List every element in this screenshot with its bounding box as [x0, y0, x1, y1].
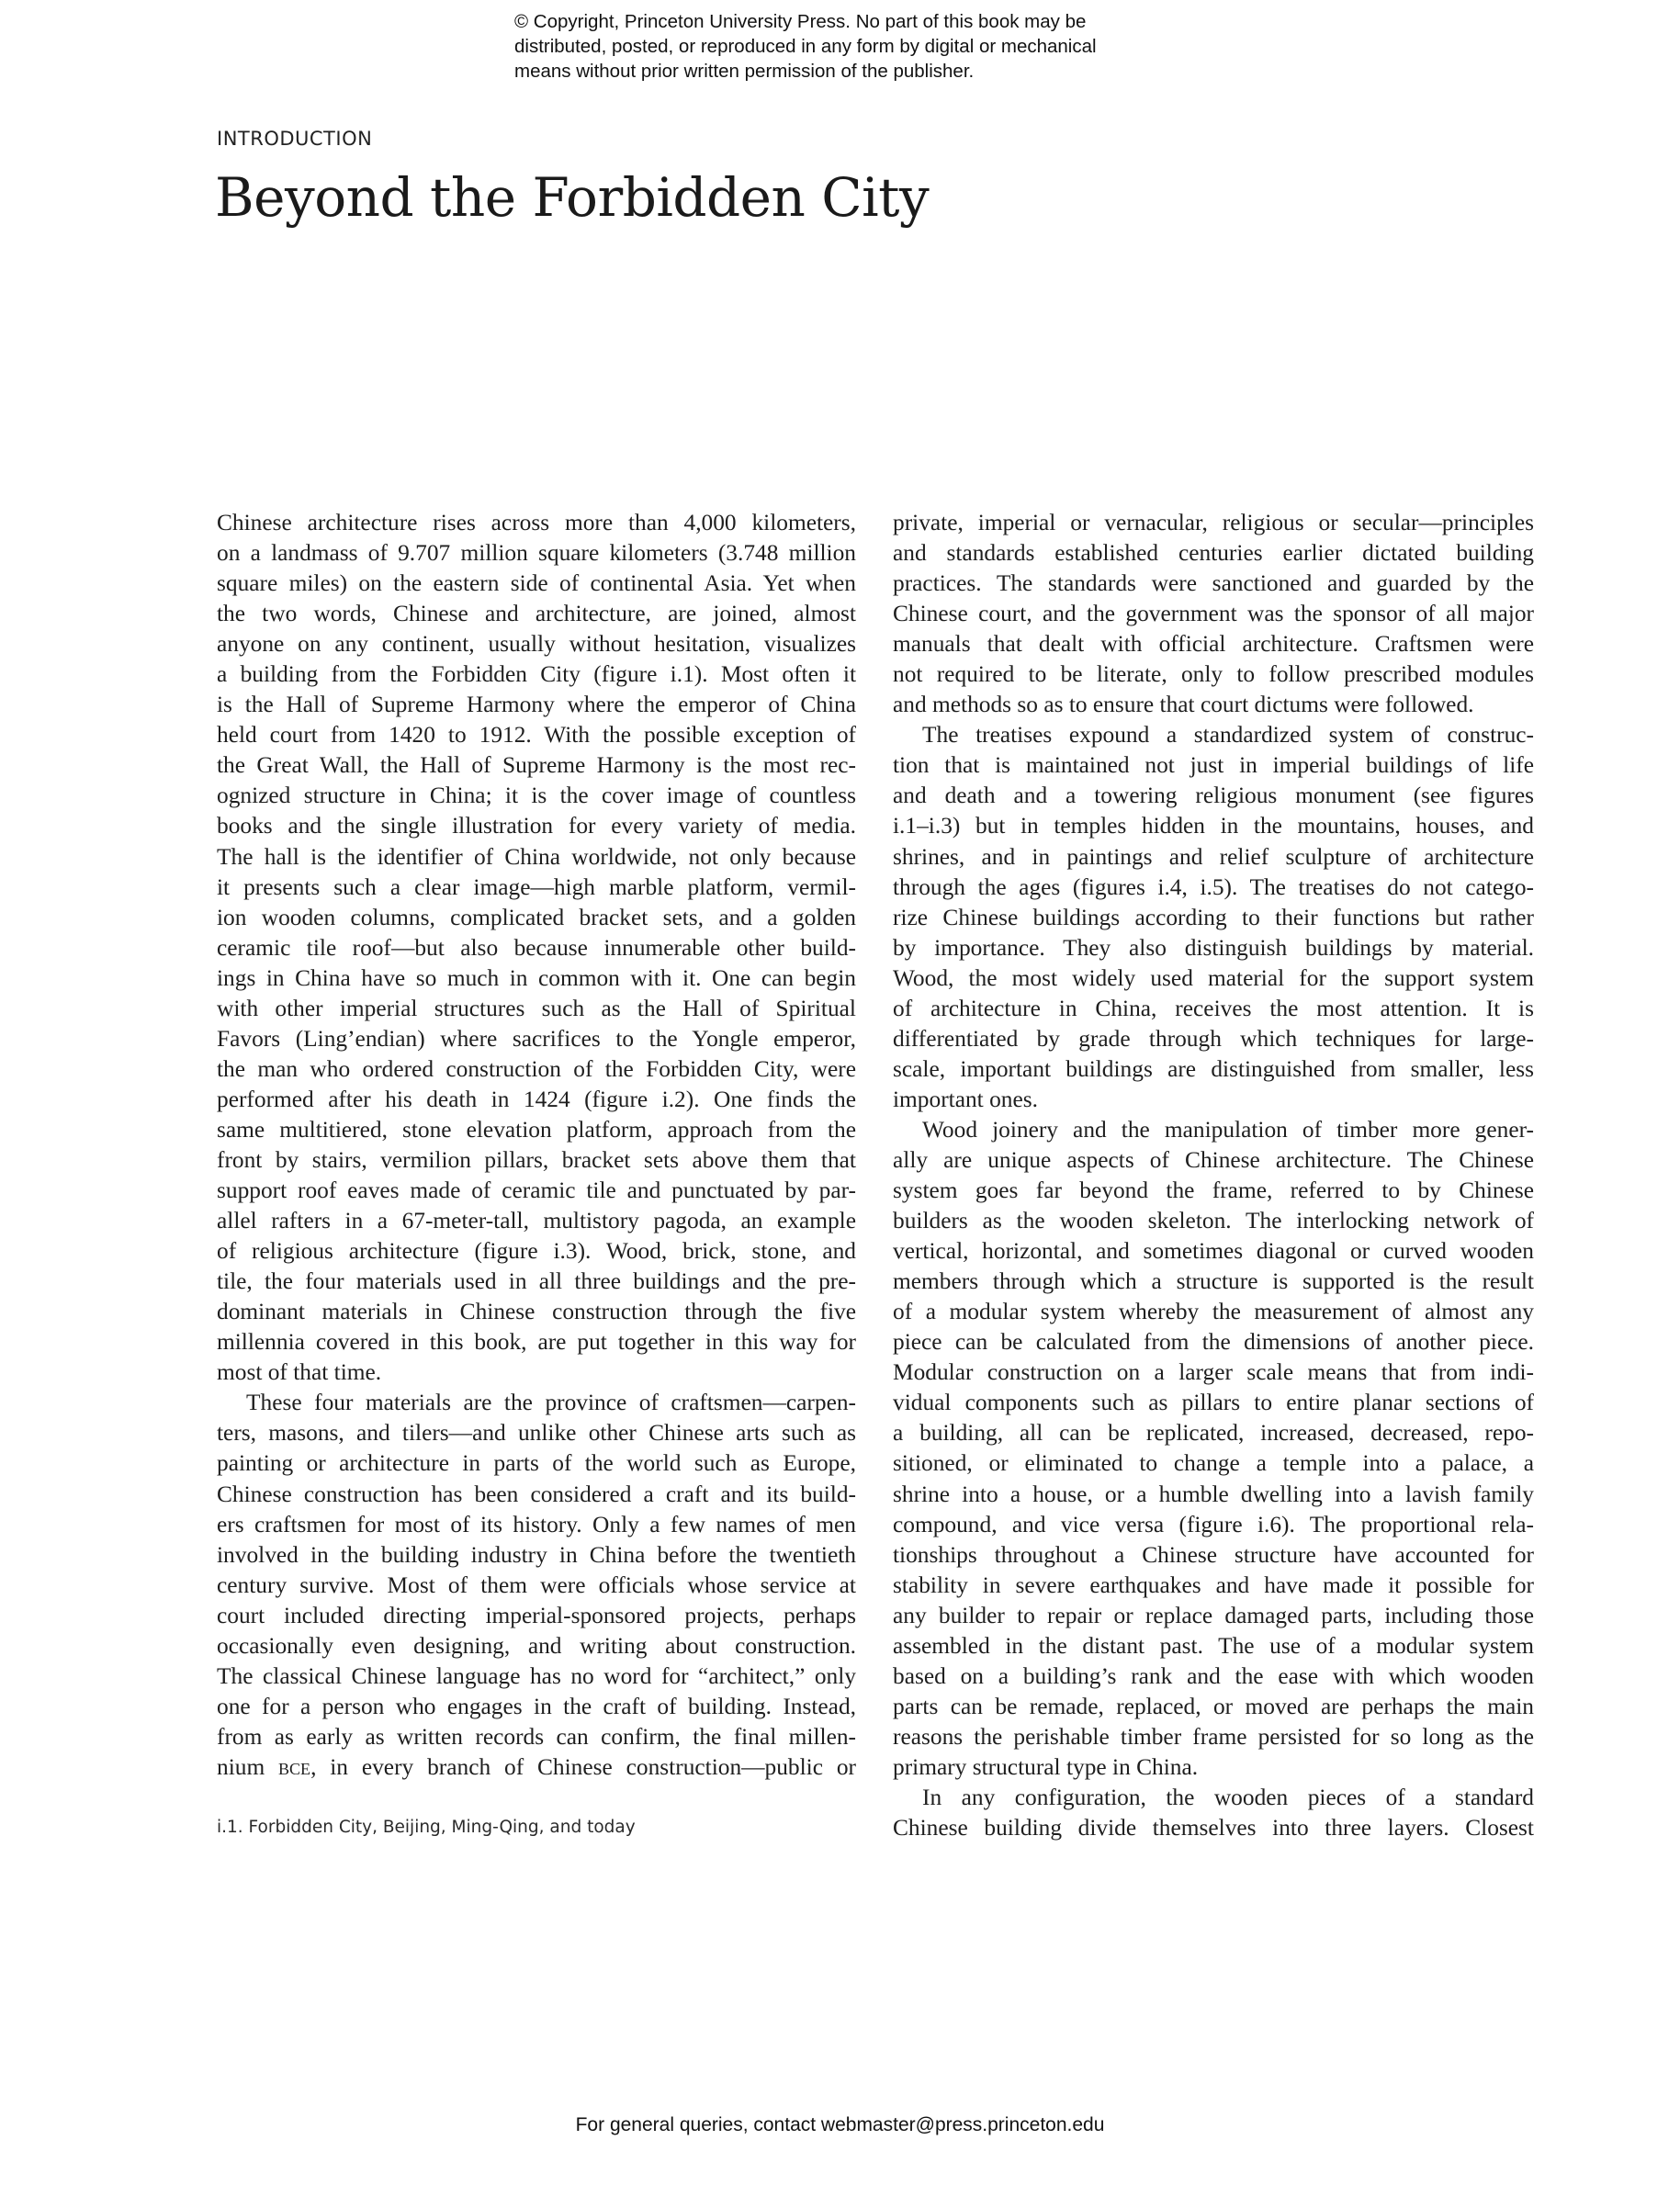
text-line: ognized structure in China; it is the cover image of countless [217, 783, 856, 809]
text-line: the man who ordered construction of the Forbidden City, were [217, 1055, 856, 1082]
text-line: members through which a structure is supported is the result [893, 1268, 1534, 1295]
text-line: is the Hall of Supreme Harmony where the emperor of China [217, 692, 856, 718]
text-line: In any configuration, the wooden pieces of a standard [922, 1784, 1534, 1810]
text-line: ceramic tile roof—but also because innumerable other build- [217, 934, 856, 961]
text-line: same multitiered, stone elevation platform, approach from the [217, 1116, 856, 1143]
text-line: compound, and vice versa (figure i.6). The proportional rela- [893, 1511, 1534, 1537]
text-line: Chinese architecture rises across more than 4,000 kilometers, [217, 510, 856, 535]
text-line: one for a person who engages in the craft of building. Instead, [217, 1693, 856, 1719]
figure-caption: i.1. Forbidden City, Beijing, Ming-Qing, and today [217, 1818, 636, 1837]
text-line: on a landmass of 9.707 million square kilometers (3.748 million [217, 540, 856, 567]
text-line: ters, masons, and tilers—and unlike other Chinese arts such as [217, 1420, 856, 1447]
body-column-right [893, 508, 1534, 1843]
text-line: of religious architecture (figure i.3). Wood, brick, stone, and [217, 1238, 856, 1265]
text-line: it presents such a clear image—high marble platform, vermil- [217, 873, 856, 900]
text-line: The hall is the identifier of China worldwide, not only because [217, 843, 856, 870]
text-line: scale, important buildings are distinguished from smaller, less [893, 1055, 1534, 1082]
text-line: not required to be literate, only to follow prescribed modules [893, 661, 1534, 688]
text-line: stability in severe earthquakes and have made it possible for [893, 1571, 1534, 1598]
text-line: reasons the perishable timber frame persisted for so long as the [893, 1723, 1534, 1750]
text-line: shrines, and in paintings and relief sculpture of architecture [893, 843, 1534, 870]
text-line: court included directing imperial-sponsored projects, perhaps [217, 1602, 856, 1628]
text-line: by importance. They also distinguish buildings by material. [893, 934, 1534, 961]
text-line: shrine into a house, or a humble dwelling into a lavish family [893, 1481, 1534, 1507]
text-line: vidual components such as pillars to entire planar sections of [893, 1390, 1534, 1416]
text-line: The treatises expound a standardized system of construc- [922, 722, 1534, 749]
text-line: Modular construction on a larger scale means that from indi- [893, 1359, 1534, 1386]
copyright-line: © Copyright, Princeton University Press. No part of this book may be [514, 11, 1087, 32]
text-line: ion wooden columns, complicated bracket sets, and a golden [217, 904, 856, 930]
copyright-line: means without prior written permission of the publisher. [514, 61, 975, 82]
text-line: primary structural type in China. [893, 1753, 1199, 1780]
copyright-line: distributed, posted, or reproduced in any form by digital or mechanical [514, 36, 1097, 57]
text-line: and methods so as to ensure that court dictums were followed. [893, 692, 1474, 718]
text-line: tile, the four materials used in all three buildings and the pre- [217, 1268, 856, 1295]
text-line: system goes far beyond the frame, referred to by Chinese [893, 1177, 1534, 1204]
text-line: a building, all can be replicated, increased, decreased, repo- [893, 1420, 1534, 1447]
text-line: practices. The standards were sanctioned and guarded by the [893, 570, 1534, 597]
text-line: vertical, horizontal, and sometimes diagonal or curved wooden [893, 1238, 1534, 1265]
text-line: i.1–i.3) but in temples hidden in the mountains, houses, and [893, 813, 1534, 839]
text-line: assembled in the distant past. The use of a modular system [893, 1632, 1534, 1659]
footer-contact: For general queries, contact webmaster@press.princeton.edu [575, 2114, 1105, 2135]
text-line: a building from the Forbidden City (figure i.1). Most often it [217, 661, 856, 688]
text-line: Chinese construction has been considered a craft and its build- [217, 1481, 856, 1507]
text-line: painting or architecture in parts of the world such as Europe, [217, 1450, 856, 1477]
text-line: of architecture in China, receives the most attention. It is [893, 995, 1534, 1021]
text-line: Wood joinery and the manipulation of timber more gener- [922, 1116, 1534, 1143]
text-line: manuals that dealt with official architecture. Craftsmen were [893, 631, 1534, 658]
text-line: Chinese court, and the government was the sponsor of all major [893, 601, 1534, 627]
text-line: tionships throughout a Chinese structure have accounted for [893, 1541, 1534, 1568]
text-line: rize Chinese buildings according to their functions but rather [893, 904, 1534, 930]
text-line: front by stairs, vermilion pillars, bracket sets above them that [217, 1146, 856, 1173]
text-line: differentiated by grade through which techniques for large- [893, 1025, 1534, 1052]
text-line: occasionally even designing, and writing about construction. [217, 1632, 856, 1659]
text-line: private, imperial or vernacular, religious or secular—principles [893, 510, 1534, 535]
text-line: the two words, Chinese and architecture, are joined, almost [217, 601, 856, 627]
text-line: books and the single illustration for every variety of media. [217, 813, 856, 839]
text-line: The classical Chinese language has no word for “architect,” only [217, 1662, 856, 1689]
text-line: These four materials are the province of craftsmen—carpen- [246, 1390, 856, 1416]
text-line: ings in China have so much in common with it. One can begin [217, 964, 856, 991]
text-line: ers craftsmen for most of its history. Only a few names of men [217, 1511, 856, 1537]
text-line: Wood, the most widely used material for the support system [893, 964, 1534, 991]
text-line: piece can be calculated from the dimensions of another piece. [893, 1329, 1534, 1356]
text-line: through the ages (figures i.4, i.5). The treatises do not catego- [893, 873, 1534, 900]
chapter-kicker: INTRODUCTION [217, 128, 373, 150]
copyright-notice [514, 9, 1176, 84]
body-column-left [217, 508, 856, 1783]
chapter-title: Beyond the Forbidden City [215, 166, 930, 229]
text-line: performed after his death in 1424 (figure i.2). One finds the [217, 1086, 856, 1112]
text-line: most of that time. [217, 1359, 382, 1386]
text-line: involved in the building industry in China before the twentieth [217, 1541, 856, 1568]
text-line: Chinese building divide themselves into three layers. Closest [893, 1815, 1534, 1841]
text-line: important ones. [893, 1086, 1038, 1112]
text-line: of a modular system whereby the measurement of almost any [893, 1299, 1534, 1325]
text-line: builders as the wooden skeleton. The interlocking network of [893, 1208, 1534, 1234]
text-line: held court from 1420 to 1912. With the possible exception of [217, 722, 856, 749]
text-line: century survive. Most of them were officials whose service at [217, 1571, 856, 1598]
text-line: sitioned, or eliminated to change a temple into a palace, a [893, 1450, 1534, 1477]
text-line: with other imperial structures such as the Hall of Spiritual [217, 995, 856, 1021]
text-line: anyone on any continent, usually without hesitation, visualizes [217, 631, 856, 658]
text-line: the Great Wall, the Hall of Supreme Harmony is the most rec- [217, 752, 856, 779]
text-line: square miles) on the eastern side of continental Asia. Yet when [217, 570, 856, 597]
text-line: millennia covered in this book, are put together in this way for [217, 1329, 856, 1356]
text-line: allel rafters in a 67-meter-tall, multistory pagoda, an example [217, 1208, 856, 1234]
text-line: ally are unique aspects of Chinese architecture. The Chinese [893, 1146, 1534, 1173]
text-line: based on a building’s rank and the ease with which wooden [893, 1662, 1534, 1689]
text-line: tion that is maintained not just in imperial buildings of life [893, 752, 1534, 779]
text-line: support roof eaves made of ceramic tile and punctuated by par- [217, 1177, 856, 1204]
text-line: Favors (Ling’endian) where sacrifices to the Yongle emperor, [217, 1025, 856, 1052]
text-line: any builder to repair or replace damaged parts, including those [893, 1602, 1534, 1628]
text-line: nium bce, in every branch of Chinese construction—public or [217, 1753, 857, 1780]
text-line: and standards established centuries earlier dictated building [893, 540, 1534, 567]
text-line: from as early as written records can confirm, the final millen- [217, 1723, 856, 1750]
text-line: parts can be remade, replaced, or moved are perhaps the main [893, 1693, 1534, 1719]
text-line: and death and a towering religious monument (see figures [893, 783, 1534, 809]
text-line: dominant materials in Chinese construction through the five [217, 1299, 856, 1325]
